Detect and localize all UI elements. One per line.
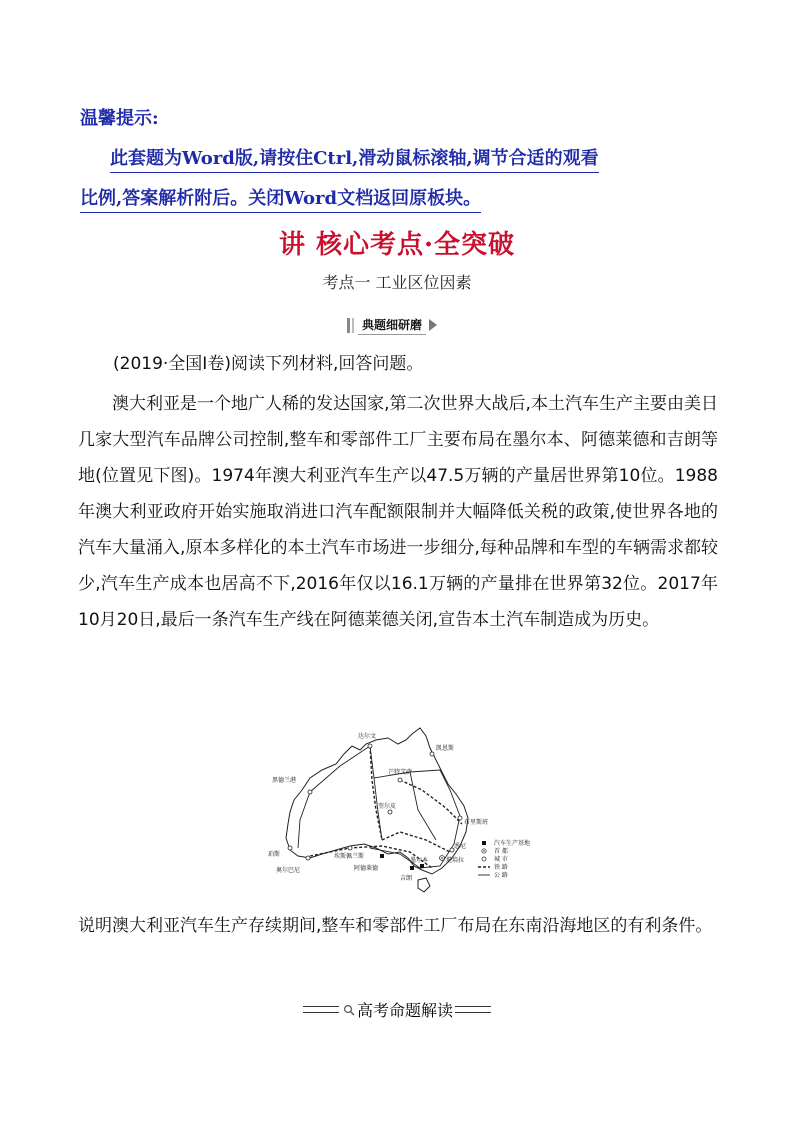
legend-highway: 公 路 bbox=[494, 872, 508, 879]
section-badge bbox=[347, 314, 437, 336]
lesson-heading: 讲 核心考点·全突破 bbox=[278, 230, 516, 260]
city-label-albany: 奥尔巴尼 bbox=[276, 867, 301, 874]
magnifier-icon bbox=[343, 1004, 355, 1016]
tip-line-1: 此套题为Word版,请按住Ctrl,滑动鼠标滚轴,调节合适的观看 bbox=[110, 146, 599, 173]
question-source: (2019·全国Ⅰ卷)阅读下列材料,回答问题。 bbox=[113, 354, 424, 374]
city-label-alice-springs: 奎尔皮 bbox=[378, 803, 397, 810]
legend-base: 汽车生产基地 bbox=[494, 840, 531, 847]
divider-line-right bbox=[455, 1006, 491, 1013]
city-label-port-hedland: 黑德兰港 bbox=[272, 777, 297, 784]
map-legend bbox=[478, 839, 530, 879]
city-label-sydney: 悉尼 bbox=[454, 843, 467, 850]
city-label-geelong: 吉朗 bbox=[400, 875, 413, 882]
badge-bar-light bbox=[352, 318, 354, 333]
badge-label: 典题细研磨 bbox=[358, 315, 426, 335]
city-label-melbourne: 墨尔本 bbox=[410, 857, 429, 864]
divider-label: 高考命题解读 bbox=[356, 1001, 453, 1020]
tip-title: 温馨提示: bbox=[80, 108, 159, 129]
legend-city: 城 市 bbox=[494, 856, 508, 863]
city-label-perth: 珀斯 bbox=[268, 851, 281, 858]
question-text: 说明澳大利亚汽车生产存续期间,整车和零部件工厂布局在东南沿海地区的有利条件。 bbox=[78, 916, 713, 936]
city-label-mount-isa: 芒特艾萨 bbox=[388, 769, 413, 776]
badge-arrow-icon bbox=[429, 319, 437, 331]
tip-line-2: 比例,答案解析附后。关闭Word文档返回原板块。 bbox=[80, 186, 481, 213]
tasmania bbox=[418, 878, 430, 892]
city-label-cairns: 凯恩斯 bbox=[436, 745, 455, 752]
divider-line-left bbox=[303, 1006, 339, 1013]
city-label-esperance: 埃斯佩兰斯 bbox=[334, 853, 365, 860]
legend-railway: 铁 路 bbox=[494, 864, 508, 871]
city-label-darwin: 达尔文 bbox=[358, 733, 377, 740]
topic-subheading: 考点一 工业区位因素 bbox=[322, 273, 472, 292]
australia-map bbox=[250, 720, 550, 900]
material-text: 澳大利亚是一个地广人稀的发达国家,第二次世界大战后,本土汽车生产主要由美日几家大型汽车品牌公司控制,整车和零部件工厂主要布局在墨尔本、阿德莱德和吉朗等地(位置见下图)。1974年澳大利亚汽车生产以47.5万辆的产量居世界第10位。1988年澳大利亚政府开始实施取消进口汽车配额限制并大幅降低关税的政策,使世界各地的汽车大量涌入,原本多样化的本土汽车市场进一步细分,每种品牌和车型的车辆需求都较少,汽车生产成本也居高不下,2016年仅以16.1万辆的产量排在世界第32位。2017年10月20日,最后一条汽车生产线在阿德莱德关闭,宣告本土汽车制造成为历史。 bbox=[78, 394, 718, 630]
city-label-brisbane: 布里斯班 bbox=[464, 819, 489, 826]
legend-capital: 首 都 bbox=[494, 848, 508, 855]
city-label-canberra: 堪培拉 bbox=[446, 857, 465, 864]
section-divider bbox=[0, 998, 794, 1021]
city-label-adelaide: 阿德莱德 bbox=[354, 865, 379, 872]
badge-bar bbox=[347, 318, 350, 333]
